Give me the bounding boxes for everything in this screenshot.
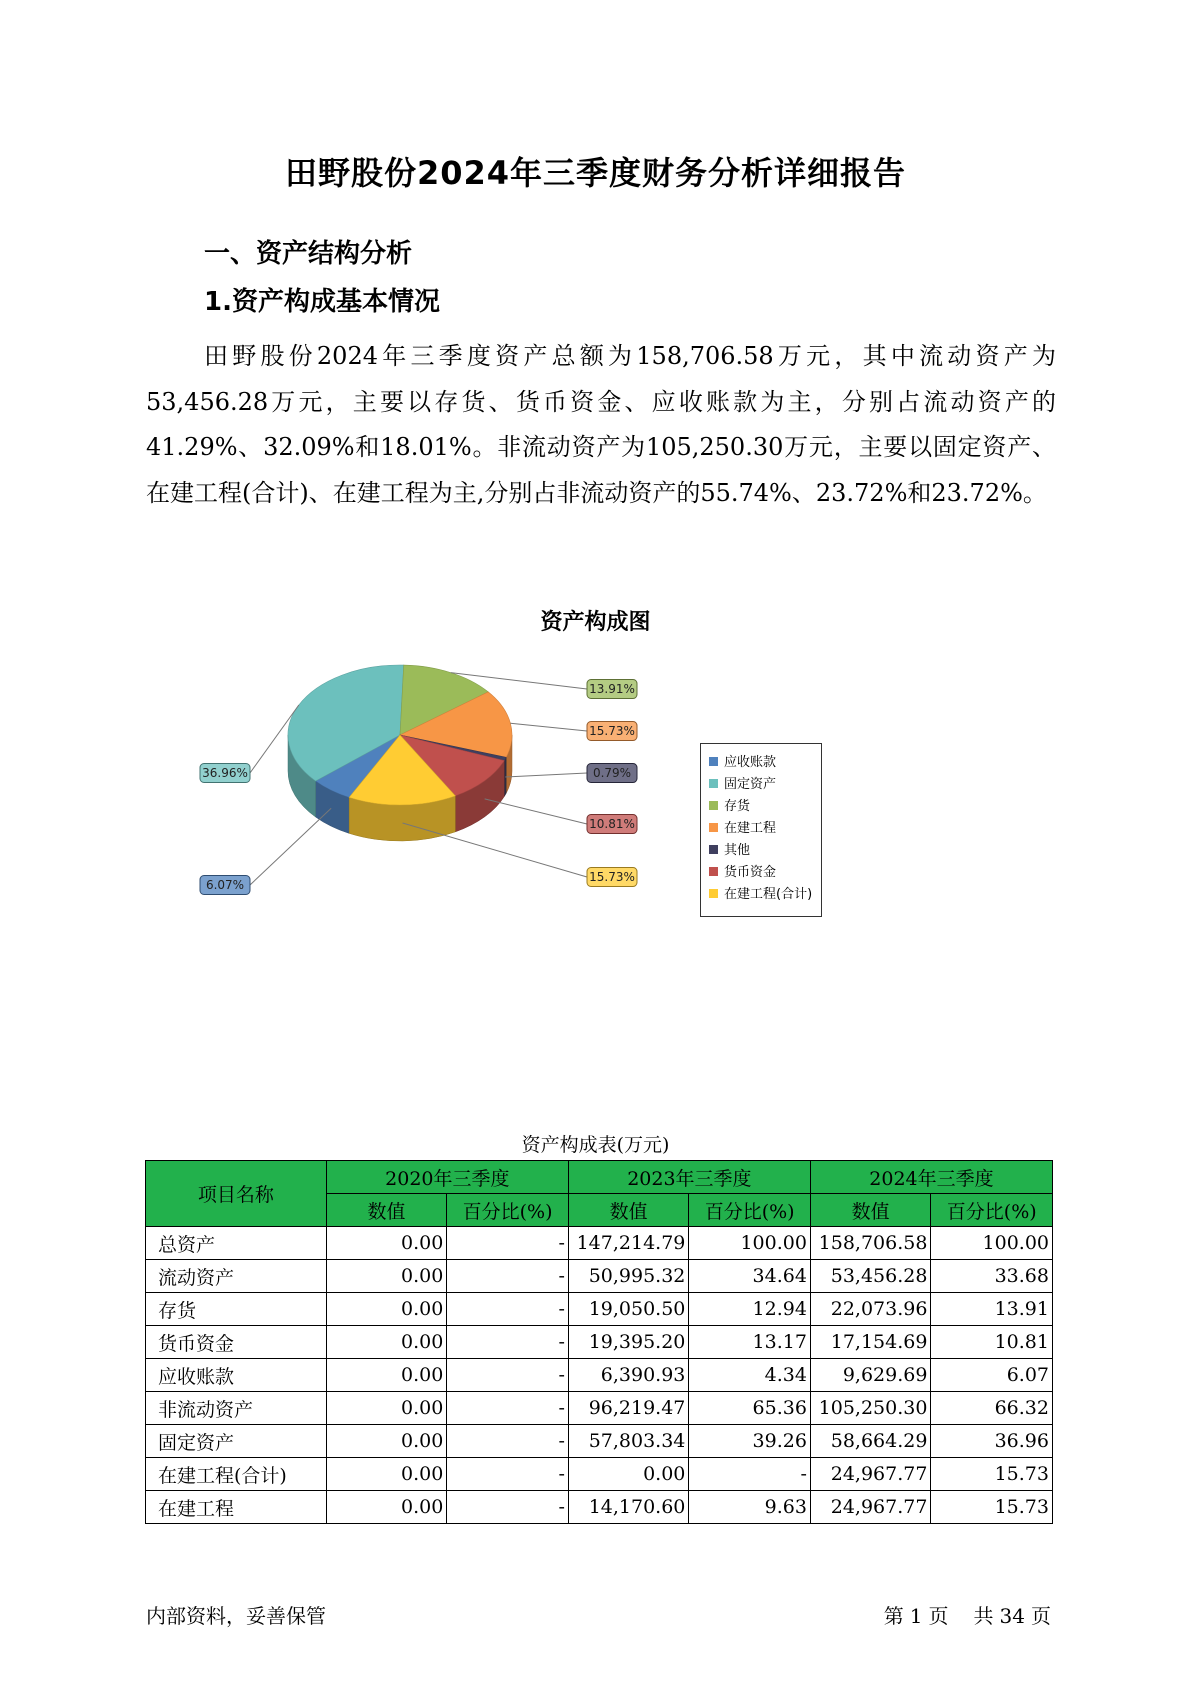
data-label-2: 13.91% (589, 682, 635, 696)
cell-value: 9,629.69 (810, 1359, 931, 1392)
cell-value: 0.00 (326, 1458, 447, 1491)
legend-swatch (709, 845, 718, 854)
page-unit: 页 (928, 1604, 949, 1628)
row-label: 非流动资产 (146, 1392, 327, 1425)
row-label: 总资产 (146, 1227, 327, 1260)
cell-value: 0.00 (326, 1260, 447, 1293)
total-unit: 页 (1031, 1604, 1051, 1628)
data-label-1: 36.96% (202, 766, 248, 780)
data-label-5: 10.81% (589, 817, 635, 831)
legend-item (709, 754, 776, 772)
cell-value: 53,456.28 (810, 1260, 931, 1293)
row-label: 应收账款 (146, 1359, 327, 1392)
legend-swatch (709, 823, 718, 832)
cell-value: 147,214.79 (568, 1227, 689, 1260)
table-row (146, 1326, 1053, 1359)
cell-value: 57,803.34 (568, 1425, 689, 1458)
legend-swatch (709, 889, 718, 898)
legend-item (709, 886, 812, 904)
legend-item (709, 864, 776, 882)
cell-value: 0.00 (568, 1458, 689, 1491)
legend-item (709, 776, 776, 794)
legend-label: 在建工程(合计) (724, 887, 813, 902)
cell-value: - (689, 1458, 811, 1491)
legend-swatch (709, 757, 718, 766)
cell-value: 10.81 (931, 1326, 1053, 1359)
header-percent: 百分比(%) (689, 1194, 811, 1227)
pie-chart (190, 660, 670, 910)
cell-value: 6.07 (931, 1359, 1053, 1392)
row-label: 在建工程 (146, 1491, 327, 1524)
cell-value: 39.26 (689, 1425, 811, 1458)
cell-value: 50,995.32 (568, 1260, 689, 1293)
cell-value: 0.00 (326, 1293, 447, 1326)
header-value: 数值 (810, 1194, 931, 1227)
cell-value: 6,390.93 (568, 1359, 689, 1392)
cell-value: 19,395.20 (568, 1326, 689, 1359)
cell-value: 24,967.77 (810, 1458, 931, 1491)
cell-value: 100.00 (689, 1227, 811, 1260)
table-row (146, 1260, 1053, 1293)
cell-value: - (447, 1260, 569, 1293)
table-row (146, 1491, 1053, 1524)
cell-value: 4.34 (689, 1359, 811, 1392)
header-period: 2020年三季度 (326, 1161, 568, 1194)
cell-value: 13.17 (689, 1326, 811, 1359)
leader-line-6 (403, 823, 587, 877)
asset-composition-table (145, 1160, 1053, 1524)
cell-value: 66.32 (931, 1392, 1053, 1425)
legend-label: 其他 (724, 843, 751, 858)
table-row (146, 1425, 1053, 1458)
cell-value: 96,219.47 (568, 1392, 689, 1425)
table-row (146, 1227, 1053, 1260)
header-percent: 百分比(%) (447, 1194, 569, 1227)
cell-value: 0.00 (326, 1359, 447, 1392)
row-label: 在建工程(合计) (146, 1458, 327, 1491)
page-prefix: 第 (883, 1604, 904, 1628)
legend-item (709, 798, 750, 816)
legend-label: 应收账款 (724, 755, 777, 770)
legend-swatch (709, 867, 718, 876)
cell-value: - (447, 1293, 569, 1326)
cell-value: 14,170.60 (568, 1491, 689, 1524)
cell-value: 19,050.50 (568, 1293, 689, 1326)
cell-value: 0.00 (326, 1392, 447, 1425)
row-label: 货币资金 (146, 1326, 327, 1359)
chart-title: 资产构成图 (540, 610, 651, 635)
table-row (146, 1359, 1053, 1392)
legend-item (709, 820, 776, 838)
table-row (146, 1293, 1053, 1326)
cell-value: 0.00 (326, 1425, 447, 1458)
row-label: 存货 (146, 1293, 327, 1326)
cell-value: 36.96 (931, 1425, 1053, 1458)
summary-paragraph: 田野股份2024年三季度资产总额为158,706.58万元，其中流动资产为53,456.28万元，主要以存货、货币资金、应收账款为主，分别占流动资产的41.29%、32.09%和18.01%。非流动资产为105,250.30万元，主要以固定资产、在建工程(合计)、在建工程为主,分别占非流动资产的55.74%、23.72%和23.72%。 (146, 342, 1056, 507)
header-item-name: 项目名称 (146, 1161, 327, 1227)
data-label-0: 6.07% (205, 878, 245, 892)
header-value: 数值 (568, 1194, 689, 1227)
legend-label: 货币资金 (724, 865, 777, 880)
cell-value: 0.00 (326, 1491, 447, 1524)
cell-value: 12.94 (689, 1293, 811, 1326)
row-label: 固定资产 (146, 1425, 327, 1458)
legend-swatch (709, 779, 718, 788)
leader-line-5 (485, 799, 587, 824)
cell-value: 9.63 (689, 1491, 811, 1524)
subsection-heading: 1.资产构成基本情况 (204, 287, 440, 317)
cell-value: 24,967.77 (810, 1491, 931, 1524)
header-value: 数值 (326, 1194, 447, 1227)
leader-line-4 (505, 773, 587, 777)
chart-legend (700, 743, 822, 917)
data-label-4: 0.79% (592, 766, 632, 780)
footer-confidential: 内部资料，妥善保管 (146, 1604, 326, 1628)
cell-value: 65.36 (689, 1392, 811, 1425)
total-prefix: 共 (973, 1604, 994, 1628)
cell-value: - (447, 1425, 569, 1458)
cell-value: 100.00 (931, 1227, 1053, 1260)
cell-value: 34.64 (689, 1260, 811, 1293)
total-pages: 34 (999, 1604, 1025, 1628)
cell-value: - (447, 1491, 569, 1524)
table-row (146, 1458, 1053, 1491)
section-heading: 一、资产结构分析 (204, 239, 413, 269)
cell-value: - (447, 1392, 569, 1425)
cell-value: - (447, 1326, 569, 1359)
data-label-3: 15.73% (589, 724, 635, 738)
cell-value: 158,706.58 (810, 1227, 931, 1260)
leader-line-0 (250, 808, 331, 885)
cell-value: 13.91 (931, 1293, 1053, 1326)
cell-value: - (447, 1458, 569, 1491)
cell-value: 15.73 (931, 1491, 1053, 1524)
report-title: 田野股份2024年三季度财务分析详细报告 (284, 154, 907, 192)
header-period: 2023年三季度 (568, 1161, 810, 1194)
footer-page-number (881, 1600, 1054, 1629)
cell-value: - (447, 1227, 569, 1260)
legend-label: 固定资产 (724, 777, 777, 792)
header-period: 2024年三季度 (810, 1161, 1052, 1194)
leader-line-3 (510, 723, 587, 731)
cell-value: 0.00 (326, 1326, 447, 1359)
cell-value: 15.73 (931, 1458, 1053, 1491)
legend-label: 在建工程 (724, 821, 777, 836)
page-number: 1 (909, 1604, 923, 1628)
cell-value: 33.68 (931, 1260, 1053, 1293)
table-caption: 资产构成表(万元) (521, 1134, 670, 1156)
cell-value: 105,250.30 (810, 1392, 931, 1425)
cell-value: 22,073.96 (810, 1293, 931, 1326)
row-label: 流动资产 (146, 1260, 327, 1293)
cell-value: 0.00 (326, 1227, 447, 1260)
data-label-6: 15.73% (589, 870, 635, 884)
header-percent: 百分比(%) (931, 1194, 1053, 1227)
cell-value: 58,664.29 (810, 1425, 931, 1458)
legend-label: 存货 (724, 799, 751, 814)
table-row (146, 1392, 1053, 1425)
legend-item (709, 842, 750, 860)
cell-value: - (447, 1359, 569, 1392)
legend-swatch (709, 801, 718, 810)
cell-value: 17,154.69 (810, 1326, 931, 1359)
